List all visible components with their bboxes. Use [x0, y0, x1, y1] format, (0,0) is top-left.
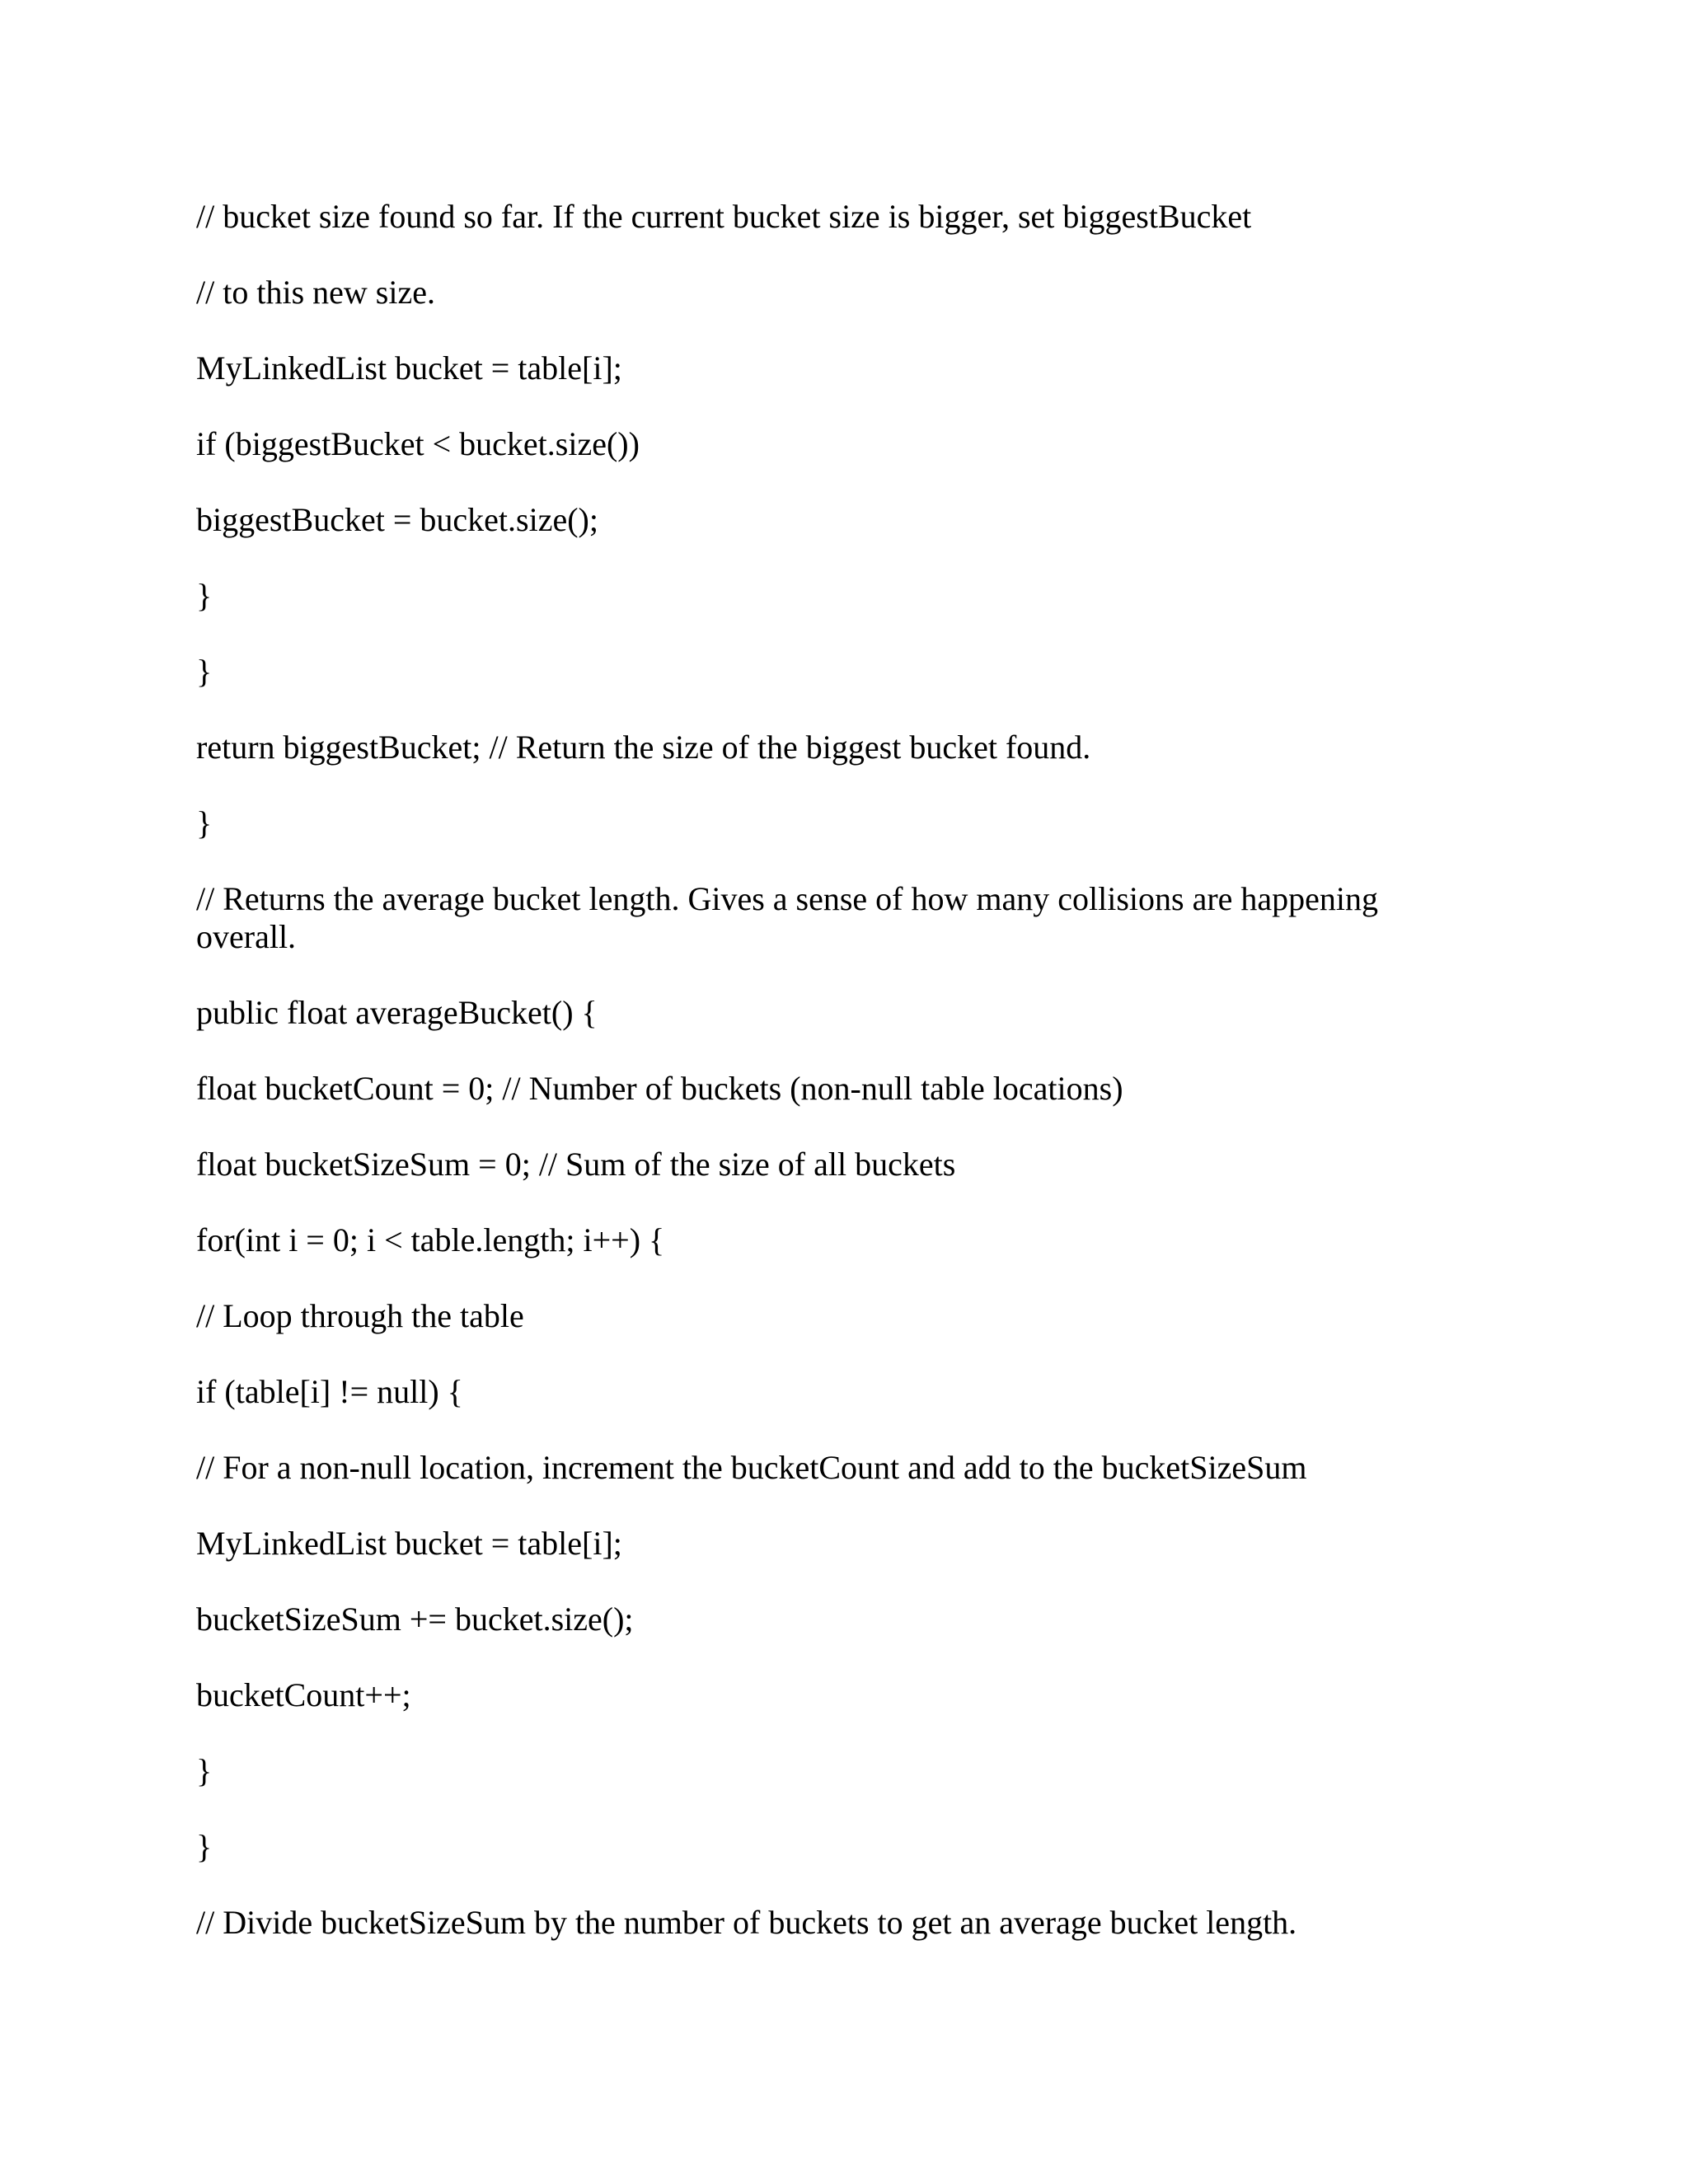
- text-line: // bucket size found so far. If the current bucket size is bigger, set biggestBucket: [196, 198, 1252, 235]
- text-line: }: [196, 804, 213, 841]
- text-line: }: [196, 1752, 213, 1789]
- text-line: float bucketSizeSum = 0; // Sum of the size of all buckets: [196, 1146, 956, 1183]
- text-line: }: [196, 577, 213, 614]
- text-line: biggestBucket = bucket.size();: [196, 501, 598, 538]
- text-line: if (biggestBucket < bucket.size()): [196, 425, 640, 462]
- text-line: // to this new size.: [196, 274, 435, 311]
- text-line: return biggestBucket; // Return the size of the biggest bucket found.: [196, 729, 1091, 766]
- text-line: bucketSizeSum += bucket.size();: [196, 1601, 634, 1638]
- text-line: }: [196, 1828, 213, 1865]
- text-line: // Loop through the table: [196, 1297, 524, 1334]
- text-line: MyLinkedList bucket = table[i];: [196, 349, 622, 387]
- text-line: }: [196, 653, 213, 690]
- text-line: float bucketCount = 0; // Number of buckets (non-null table locations): [196, 1070, 1123, 1107]
- text-line: if (table[i] != null) {: [196, 1373, 463, 1410]
- text-line: for(int i = 0; i < table.length; i++) {: [196, 1221, 665, 1258]
- text-line: public float averageBucket() {: [196, 994, 598, 1031]
- text-line: // For a non-null location, increment the bucketCount and add to the bucketSizeSum: [196, 1449, 1307, 1486]
- text-line: MyLinkedList bucket = table[i];: [196, 1525, 622, 1562]
- text-line: // Divide bucketSizeSum by the number of buckets to get an average bucket length.: [196, 1904, 1297, 1941]
- text-line: // Returns the average bucket length. Gives a sense of how many collisions are happening overall.: [196, 880, 1379, 955]
- text-line: bucketCount++;: [196, 1676, 411, 1713]
